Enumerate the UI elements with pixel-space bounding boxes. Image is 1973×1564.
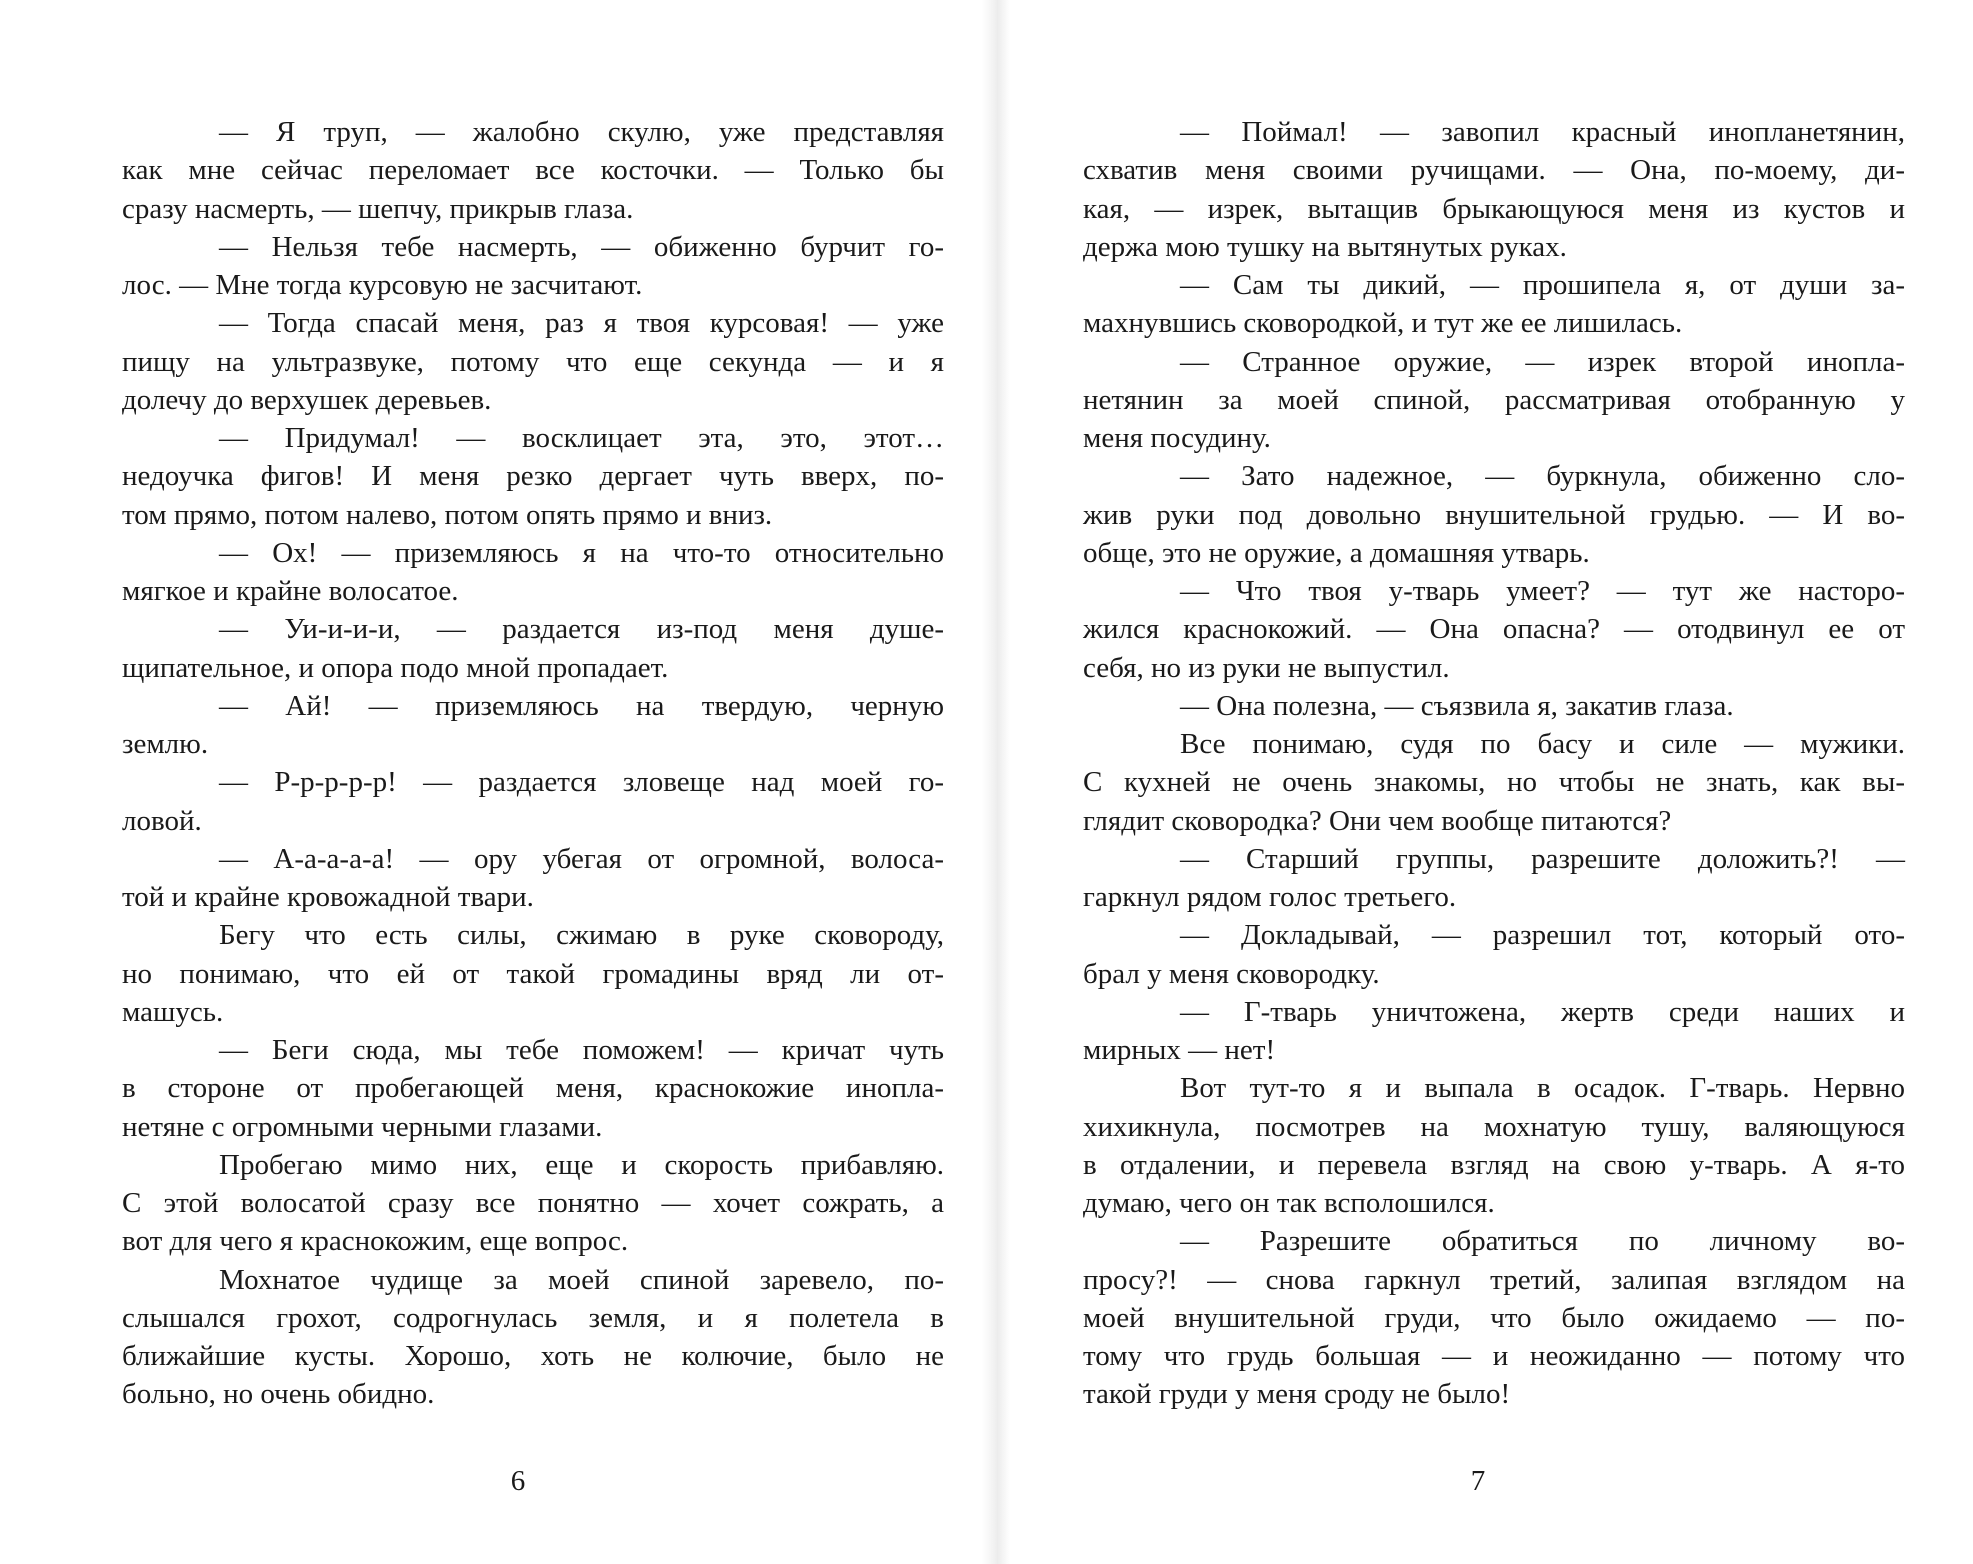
text-line: С кухней не очень знакомы, но чтобы не знать, как вы- <box>1083 766 1905 799</box>
text-line: слышался грохот, содрогнулась земля, и я полетела в <box>122 1301 944 1334</box>
text-line: — Поймал! — завопил красный инопланетянин, <box>1180 116 1905 148</box>
text-line: — Уи-и-и-и, — раздается из-под меня душе- <box>219 613 944 646</box>
text-line: — Ай! — приземляюсь на твердую, черную <box>219 689 944 722</box>
text-line: — Нельзя тебе насмерть, — обиженно бурчит го- <box>219 230 944 263</box>
text-line: Мохнатое чудище за моей спиной заревело, по- <box>219 1263 944 1296</box>
text-line: думаю, чего он так всполошился. <box>1083 1187 1495 1219</box>
text-line: в стороне от пробегающей меня, краснокожие инопла- <box>122 1072 944 1105</box>
text-line: глядит сковородка? Они чем вообще питаются? <box>1083 804 1672 837</box>
text-line: — Тогда спасай меня, раз я твоя курсовая! — уже <box>219 307 944 340</box>
text-line: лос. — Мне тогда курсовую не засчитают. <box>122 269 643 301</box>
text-line: просу?! — снова гаркнул третий, залипая взглядом на <box>1083 1263 1905 1296</box>
text-line: недоучка фигов! И меня резко дергает чуть вверх, по- <box>122 460 944 493</box>
text-line: — Я труп, — жалобно скулю, уже представляя <box>219 116 944 148</box>
text-line: — Зато надежное, — буркнула, обиженно сло- <box>1180 460 1905 493</box>
text-line: — Что твоя у-тварь умеет? — тут же насторо- <box>1180 575 1905 607</box>
book-gutter <box>982 0 1010 1564</box>
text-line: в отдалении, и перевела взгляд на свою у-тварь. А я-то <box>1083 1148 1905 1181</box>
text-line: — Она полезна, — съязвила я, закатив глаза. <box>1180 689 1734 722</box>
text-line: моей внушительной груди, что было ожидаемо — по- <box>1083 1301 1905 1334</box>
text-line: махнувшись сковородкой, и тут же ее лишилась. <box>1083 307 1683 340</box>
text-line: ближайшие кусты. Хорошо, хоть не колючие, было не <box>122 1340 944 1372</box>
left-page-number: 6 <box>510 1465 526 1497</box>
text-line: — Р-р-р-р-р! — раздается зловеще над моей го- <box>219 766 944 799</box>
text-line: щипательное, и опора подо мной пропадает. <box>122 651 669 684</box>
text-line: такой груди у меня сроду не было! <box>1083 1378 1511 1411</box>
text-line: вот для чего я краснокожим, еще вопрос. <box>122 1225 629 1258</box>
text-line: — Г-тварь уничтожена, жертв среди наших и <box>1180 995 1905 1028</box>
text-line: — Докладывай, — разрешил тот, который ото- <box>1180 919 1905 952</box>
text-line: Пробегаю мимо них, еще и скорость прибавляю. <box>219 1148 944 1181</box>
text-line: нетянин за моей спиной, рассматривая отобранную у <box>1083 383 1905 416</box>
text-line: мирных — нет! <box>1083 1034 1276 1066</box>
text-line: землю. <box>122 728 209 760</box>
text-line: жив руки под довольно внушительной грудью. — И во- <box>1083 498 1905 531</box>
text-line: машусь. <box>122 995 224 1028</box>
text-line: хихикнула, посмотрев на мохнатую тушу, валяющуюся <box>1083 1110 1905 1143</box>
text-line: — Странное оружие, — изрек второй инопла- <box>1180 345 1905 378</box>
text-line: кая, — изрек, вытащив брыкающуюся меня из кустов и <box>1083 192 1905 225</box>
text-line: сразу насмерть, — шепчу, прикрыв глаза. <box>122 192 634 225</box>
text-line: нетяне с огромными черными глазами. <box>122 1110 603 1143</box>
text-line: меня посудину. <box>1083 422 1271 454</box>
text-line: — А-а-а-а-а! — ору убегая от огромной, волоса- <box>219 842 944 875</box>
text-line: Все понимаю, судя по басу и силе — мужики. <box>1180 728 1905 760</box>
text-line: — Придумал! — восклицает эта, это, этот… <box>219 422 944 454</box>
text-line: себя, но из руки не выпустил. <box>1083 651 1450 684</box>
text-line: брал у меня сковородку. <box>1083 957 1380 990</box>
text-line: долечу до верхушек деревьев. <box>122 383 492 416</box>
text-line: больно, но очень обидно. <box>122 1378 435 1411</box>
text-line: мягкое и крайне волосатое. <box>122 575 459 607</box>
text-line: той и крайне кровожадной твари. <box>122 881 534 913</box>
text-line: — Ох! — приземляюсь я на что-то относительно <box>219 536 944 569</box>
text-line: тому что грудь большая — и неожиданно — потому что <box>1083 1340 1905 1372</box>
text-line: С этой волосатой сразу все понятно — хочет сожрать, а <box>122 1187 944 1219</box>
text-line: пищу на ультразвуке, потому что еще секунда — и я <box>122 345 944 378</box>
text-line: гаркнул рядом голос третьего. <box>1083 881 1457 913</box>
text-line: обще, это не оружие, а домашняя утварь. <box>1083 536 1590 569</box>
text-line: — Сам ты дикий, — прошипела я, от души за- <box>1180 269 1905 301</box>
text-line: Бегу что есть силы, сжимаю в руке сковороду, <box>219 919 944 952</box>
text-line: схватив меня своими ручищами. — Она, по-моему, ди- <box>1083 154 1905 187</box>
left-page-text <box>122 113 944 1414</box>
text-line: — Разрешите обратиться по личному во- <box>1180 1225 1905 1258</box>
text-line: — Старший группы, разрешите доложить?! — <box>1180 842 1905 875</box>
text-line: — Беги сюда, мы тебе поможем! — кричат чуть <box>219 1034 944 1066</box>
right-page-number: 7 <box>1470 1465 1486 1497</box>
text-line: Вот тут-то я и выпала в осадок. Г-тварь. Нервно <box>1180 1072 1905 1105</box>
text-line: как мне сейчас переломает все косточки. — Только бы <box>122 154 944 187</box>
right-page-text <box>1083 113 1905 1414</box>
text-line: жился краснокожий. — Она опасна? — отодвинул ее от <box>1083 613 1905 646</box>
text-line: том прямо, потом налево, потом опять прямо и вниз. <box>122 498 773 531</box>
text-line: держа мою тушку на вытянутых руках. <box>1083 230 1567 263</box>
text-line: ловой. <box>122 804 202 837</box>
text-line: но понимаю, что ей от такой громадины вряд ли от- <box>122 957 944 990</box>
